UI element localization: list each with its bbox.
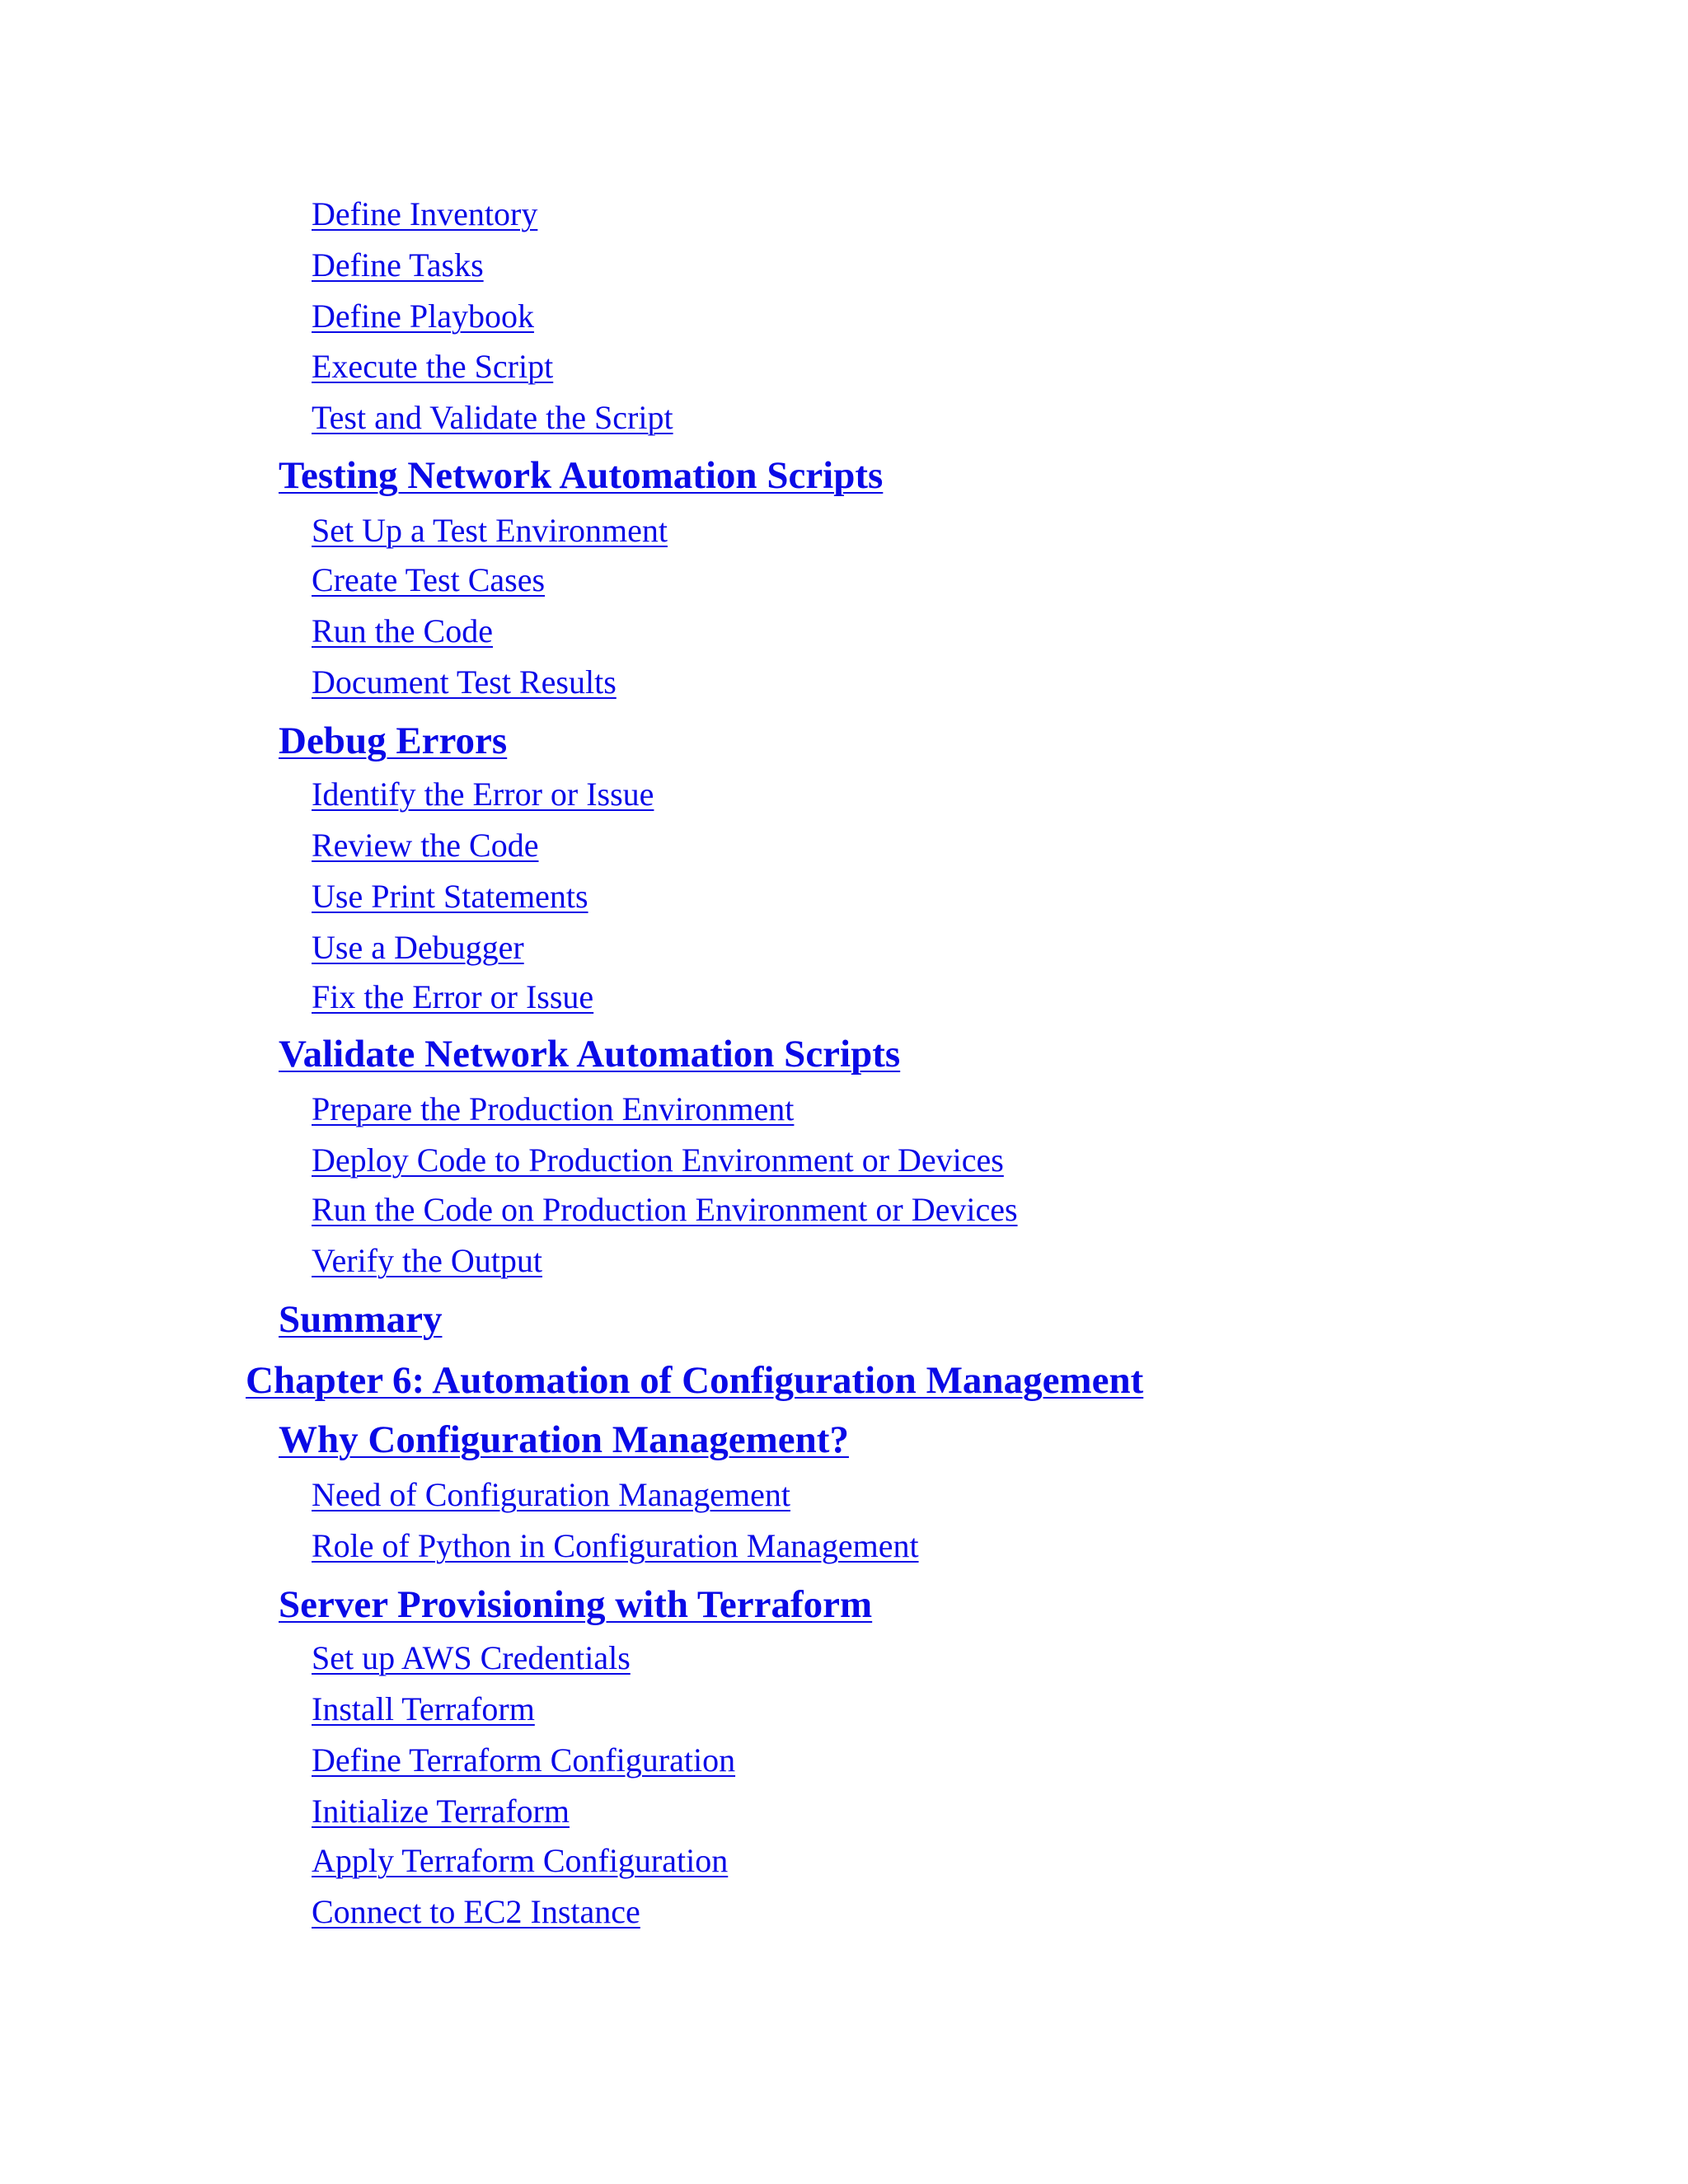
toc-link-fix-the-error-or-issue[interactable]: Fix the Error or Issue	[312, 978, 594, 1015]
toc-link-apply-terraform-configuration[interactable]: Apply Terraform Configuration	[312, 1842, 729, 1879]
toc-link-set-up-aws-credentials[interactable]: Set up AWS Credentials	[312, 1639, 631, 1676]
toc-link-deploy-code-to-production[interactable]: Deploy Code to Production Environment or Devices	[312, 1141, 1004, 1179]
toc-link-use-print-statements[interactable]: Use Print Statements	[312, 878, 588, 915]
toc-section-validate-network-automation-scripts[interactable]: Validate Network Automation Scripts	[279, 1033, 901, 1076]
toc-chapter-6-automation-of-configuration-management[interactable]: Chapter 6: Automation of Configuration Management	[246, 1359, 1144, 1402]
toc-link-run-the-code[interactable]: Run the Code	[312, 612, 493, 649]
toc-link-create-test-cases[interactable]: Create Test Cases	[312, 561, 546, 598]
toc-link-define-playbook[interactable]: Define Playbook	[312, 298, 534, 335]
toc-link-identify-the-error-or-issue[interactable]: Identify the Error or Issue	[312, 776, 654, 813]
toc-link-review-the-code[interactable]: Review the Code	[312, 827, 539, 864]
toc-link-verify-the-output[interactable]: Verify the Output	[312, 1242, 542, 1279]
toc-link-initialize-terraform[interactable]: Initialize Terraform	[312, 1793, 570, 1830]
toc-section-server-provisioning-with-terraform[interactable]: Server Provisioning with Terraform	[279, 1583, 873, 1626]
toc-section-debug-errors[interactable]: Debug Errors	[279, 719, 508, 762]
toc-link-install-terraform[interactable]: Install Terraform	[312, 1690, 535, 1727]
toc-section-why-configuration-management[interactable]: Why Configuration Management?	[279, 1418, 849, 1461]
toc-link-prepare-the-production-environment[interactable]: Prepare the Production Environment	[312, 1090, 795, 1127]
toc-link-document-test-results[interactable]: Document Test Results	[312, 663, 617, 701]
toc-link-set-up-a-test-environment[interactable]: Set Up a Test Environment	[312, 512, 668, 549]
toc-link-define-terraform-configuration[interactable]: Define Terraform Configuration	[312, 1741, 736, 1779]
toc-link-test-and-validate-the-script[interactable]: Test and Validate the Script	[312, 399, 673, 436]
toc-link-define-inventory[interactable]: Define Inventory	[312, 195, 538, 232]
toc-link-use-a-debugger[interactable]: Use a Debugger	[312, 929, 524, 966]
toc-link-execute-the-script[interactable]: Execute the Script	[312, 348, 554, 385]
toc-link-run-the-code-on-production[interactable]: Run the Code on Production Environment or Devices	[312, 1191, 1018, 1228]
toc-link-role-of-python-in-configuration-management[interactable]: Role of Python in Configuration Management	[312, 1527, 919, 1564]
toc-link-need-of-configuration-management[interactable]: Need of Configuration Management	[312, 1476, 790, 1513]
toc-link-connect-to-ec2-instance[interactable]: Connect to EC2 Instance	[312, 1893, 640, 1930]
toc-section-testing-network-automation-scripts[interactable]: Testing Network Automation Scripts	[279, 454, 884, 497]
toc-section-summary[interactable]: Summary	[279, 1298, 443, 1341]
toc-link-define-tasks[interactable]: Define Tasks	[312, 246, 484, 284]
